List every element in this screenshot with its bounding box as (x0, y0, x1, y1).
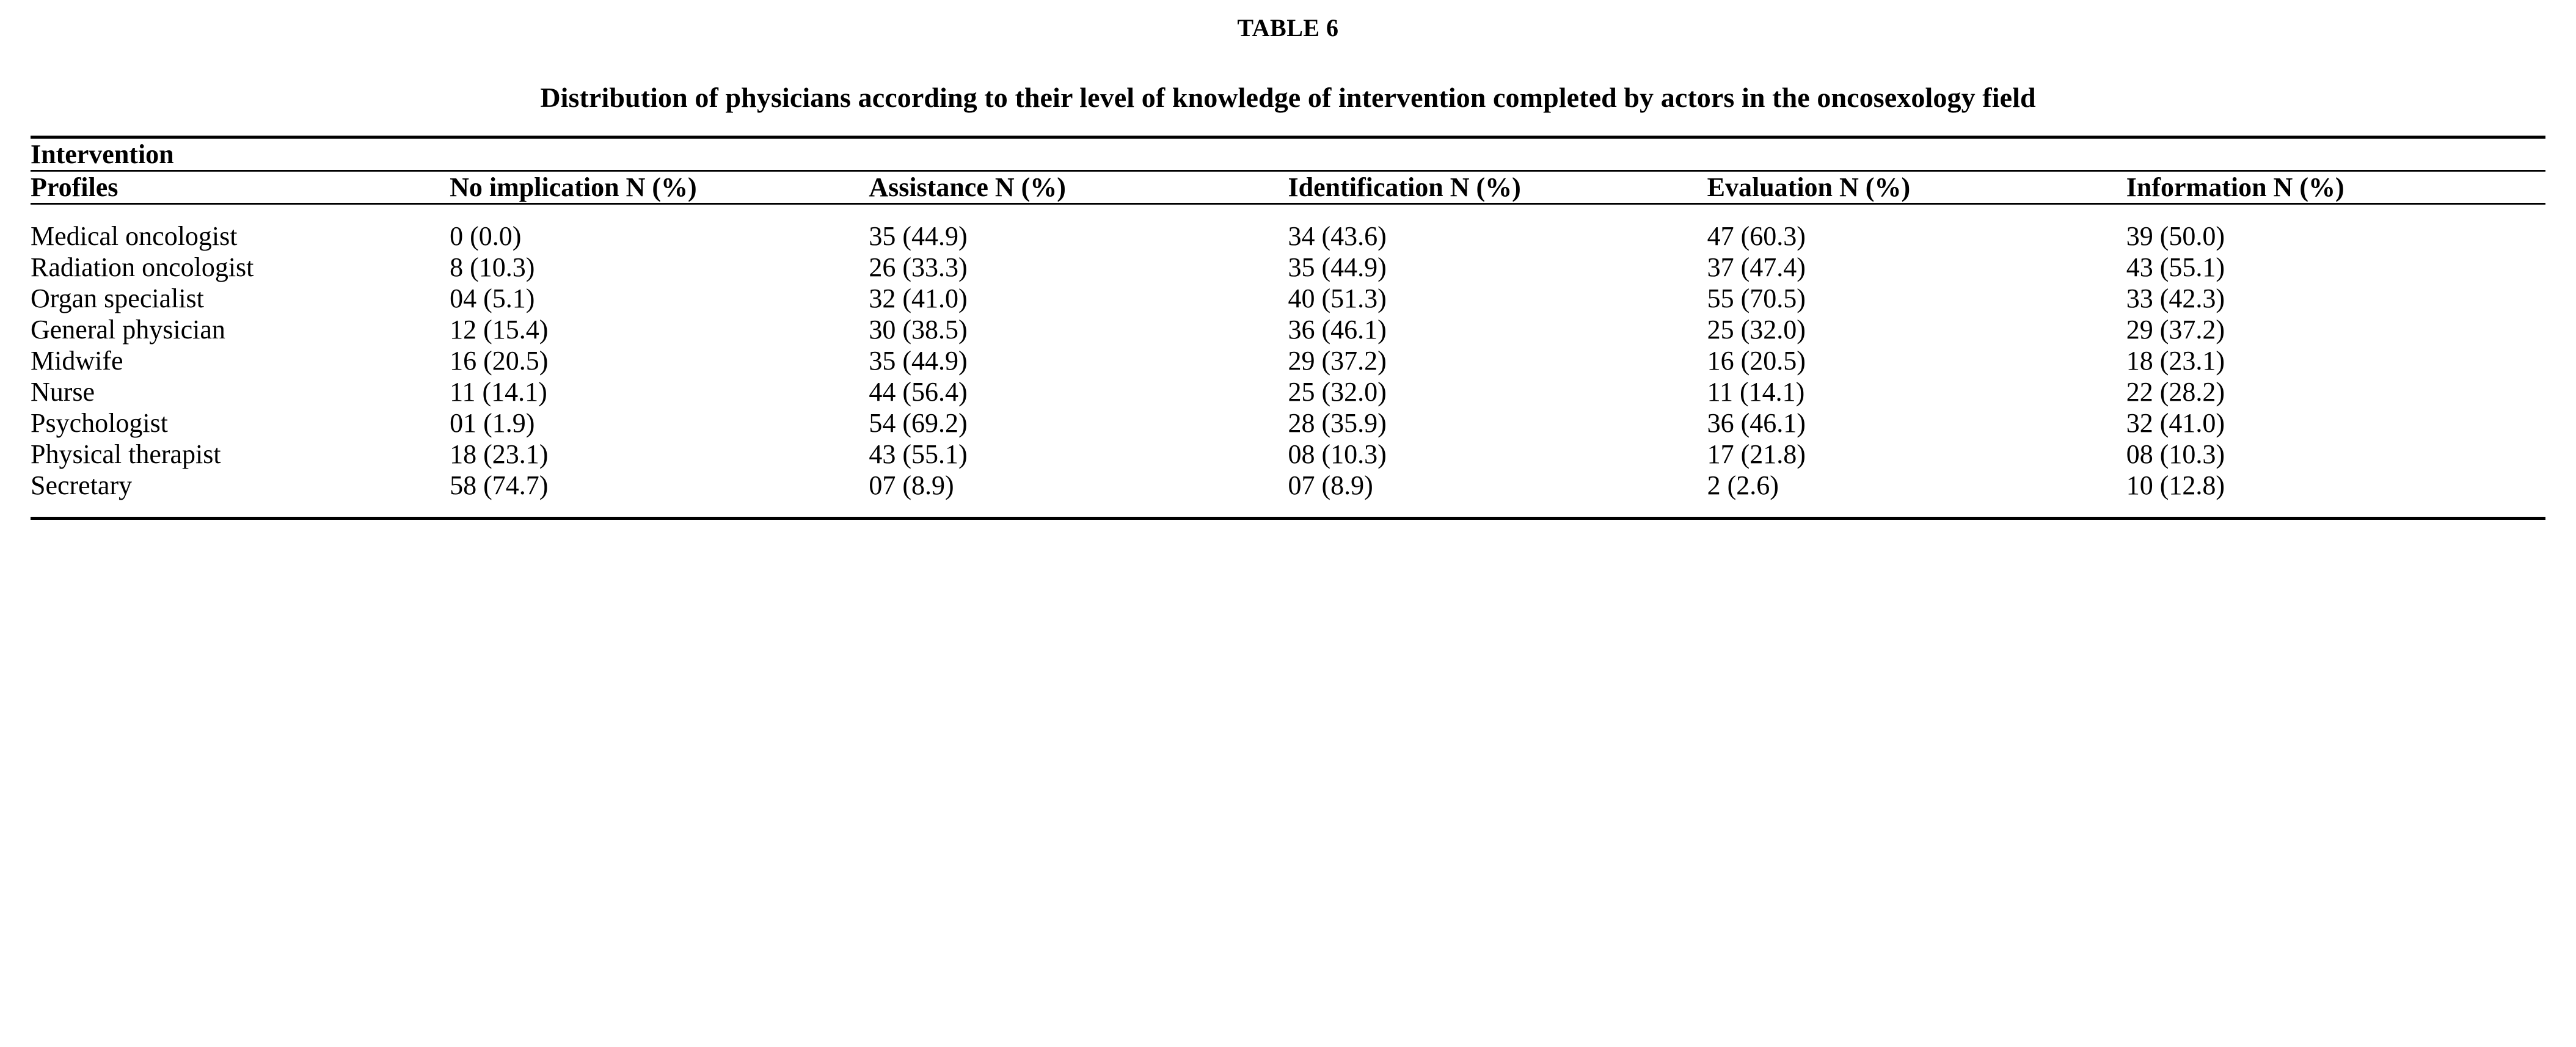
table-group-header-row (31, 137, 2545, 171)
cell-identification: 36 (46.1) (1288, 315, 1387, 345)
cell-profile: Medical oncologist (31, 204, 450, 252)
table-row (31, 407, 2545, 439)
table-body (31, 204, 2545, 519)
cell-evaluation: 16 (20.5) (1707, 346, 1806, 376)
cell-no-implication: 16 (20.5) (450, 346, 549, 376)
cell-evaluation: 47 (60.3) (1707, 204, 2126, 252)
table-number-label: TABLE 6 (1237, 14, 1339, 42)
cell-no-implication: 8 (10.3) (450, 252, 535, 282)
cell-assistance: 32 (41.0) (869, 283, 968, 313)
table-head (31, 137, 2545, 204)
cell-profile: Organ specialist (31, 283, 204, 313)
cell-profile: Physical therapist (31, 439, 221, 469)
cell-evaluation: 25 (32.0) (1707, 315, 1806, 345)
column-header-information: Information N (%) (2126, 171, 2545, 204)
column-header-profiles: Profiles (31, 171, 450, 204)
cell-identification: 25 (32.0) (1288, 377, 1387, 407)
cell-assistance: 35 (44.9) (869, 346, 968, 376)
table-row (31, 204, 2545, 252)
cell-information: 29 (37.2) (2126, 315, 2225, 345)
cell-information: 32 (41.0) (2126, 408, 2225, 438)
cell-information: 39 (50.0) (2126, 204, 2545, 252)
cell-assistance: 43 (55.1) (869, 439, 968, 469)
cell-information: 18 (23.1) (2126, 346, 2225, 376)
cell-no-implication: 58 (74.7) (450, 470, 869, 519)
cell-no-implication: 01 (1.9) (450, 408, 535, 438)
cell-evaluation: 11 (14.1) (1707, 377, 1805, 407)
cell-profile: General physician (31, 315, 225, 345)
cell-information: 08 (10.3) (2126, 439, 2225, 469)
cell-assistance: 07 (8.9) (869, 470, 1288, 519)
table-column-header-row (31, 171, 2545, 204)
table-row (31, 470, 2545, 519)
cell-information: 22 (28.2) (2126, 377, 2225, 407)
cell-information: 43 (55.1) (2126, 252, 2225, 282)
cell-assistance: 26 (33.3) (869, 252, 968, 282)
table-caption: Distribution of physicians according to their level of knowledge of intervention completed by actors in the oncosexology field (540, 82, 2036, 113)
cell-profile: Midwife (31, 346, 123, 376)
table-row (31, 314, 2545, 345)
cell-no-implication: 11 (14.1) (450, 377, 547, 407)
cell-no-implication: 12 (15.4) (450, 315, 549, 345)
table-row (31, 439, 2545, 470)
cell-assistance: 35 (44.9) (869, 204, 1288, 252)
cell-no-implication: 0 (0.0) (450, 204, 869, 252)
cell-assistance: 44 (56.4) (869, 377, 968, 407)
cell-evaluation: 36 (46.1) (1707, 408, 1806, 438)
cell-identification: 35 (44.9) (1288, 252, 1387, 282)
cell-assistance: 54 (69.2) (869, 408, 968, 438)
cell-assistance: 30 (38.5) (869, 315, 968, 345)
cell-identification: 08 (10.3) (1288, 439, 1387, 469)
cell-no-implication: 18 (23.1) (450, 439, 549, 469)
cell-information: 10 (12.8) (2126, 470, 2545, 519)
group-header-intervention: Intervention (31, 137, 2545, 171)
cell-evaluation: 2 (2.6) (1707, 470, 2126, 519)
cell-information: 33 (42.3) (2126, 283, 2225, 313)
cell-profile: Nurse (31, 377, 95, 407)
cell-evaluation: 37 (47.4) (1707, 252, 1806, 282)
table-row (31, 252, 2545, 283)
cell-evaluation: 17 (21.8) (1707, 439, 1806, 469)
cell-identification: 34 (43.6) (1288, 204, 1707, 252)
cell-identification: 40 (51.3) (1288, 283, 1387, 313)
column-header-evaluation: Evaluation N (%) (1707, 171, 2126, 204)
cell-profile: Psychologist (31, 408, 168, 438)
column-header-no-implication: No implication N (%) (450, 171, 869, 204)
cell-identification: 28 (35.9) (1288, 408, 1387, 438)
cell-profile: Radiation oncologist (31, 252, 254, 282)
column-header-identification: Identification N (%) (1288, 171, 1707, 204)
cell-identification: 29 (37.2) (1288, 346, 1387, 376)
cell-evaluation: 55 (70.5) (1707, 283, 1806, 313)
cell-identification: 07 (8.9) (1288, 470, 1707, 519)
table-row (31, 345, 2545, 376)
cell-no-implication: 04 (5.1) (450, 283, 535, 313)
cell-profile: Secretary (31, 470, 450, 519)
column-header-assistance: Assistance N (%) (869, 171, 1288, 204)
table-row (31, 283, 2545, 314)
intervention-knowledge-table (31, 136, 2545, 520)
table-row (31, 376, 2545, 407)
